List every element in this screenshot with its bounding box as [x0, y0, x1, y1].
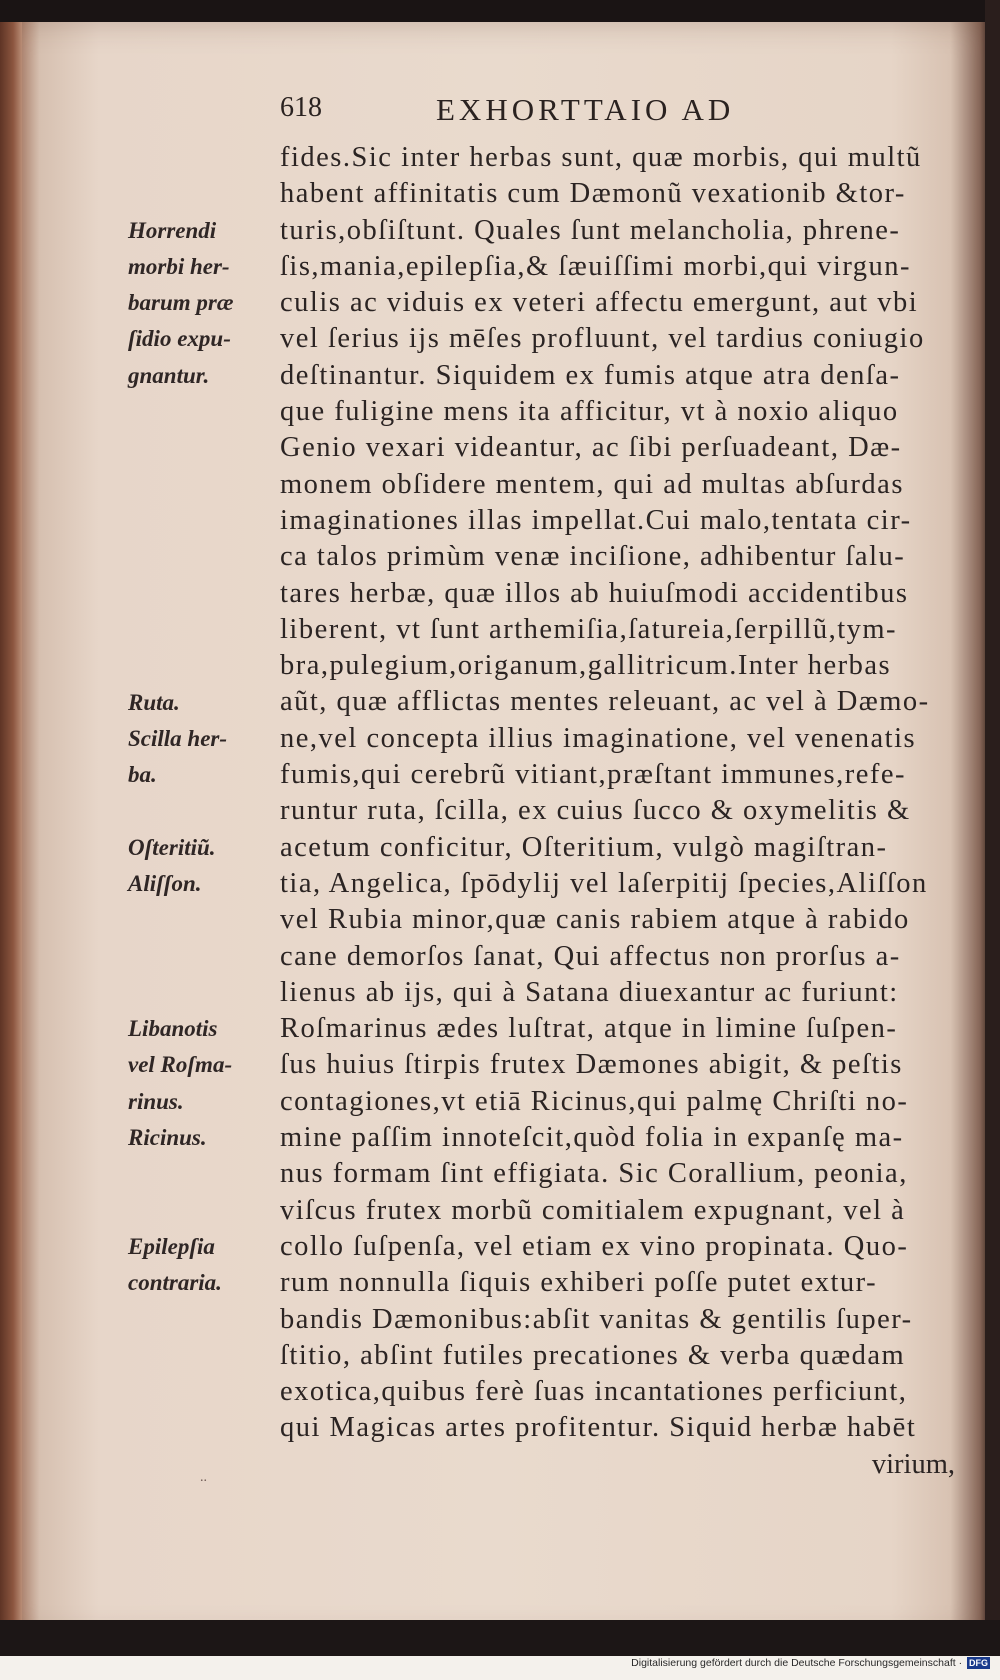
marginal-note-line: Aliſſon. [128, 870, 202, 896]
text-line: ca talos primùm venæ inciſione, adhibentur ſalu- [280, 541, 906, 573]
text-line: deſtinantur. Siquidem ex fumis atque atra denſa- [280, 359, 901, 391]
top-scan-border [0, 0, 1000, 24]
text-line: habent affinitatis cum Dæmonũ vexationib &tor- [280, 178, 906, 210]
text-line: que fuligine mens ita afficitur, vt à noxio aliquo [280, 396, 899, 428]
dfg-logo: DFG [969, 1658, 988, 1669]
marginal-note-line: Horrendi [128, 217, 217, 243]
marginal-note-line: barum præ [128, 290, 234, 316]
marginal-note [128, 685, 278, 794]
text-line: contagiones,vt etiā Ricinus,qui palmę Chriſti no- [280, 1085, 909, 1117]
marginal-note-line: gnantur. [128, 362, 210, 388]
text-line: monem obſidere mentem, qui ad multas abſurdas [280, 468, 904, 500]
text-line: exotica,quibus ferè ſuas incantationes perficiunt, [280, 1376, 908, 1408]
page-number: 618 [280, 92, 322, 123]
text-line: runtur ruta, ſcilla, ex cuius ſucco & oxymelitis & [280, 795, 911, 827]
text-line: acetum conficitur, Oſteritium, vulgò magiſtran- [280, 831, 888, 863]
marginal-note-line: Epilepſia [128, 1234, 215, 1259]
text-line: ne,vel concepta illius imaginatione, vel venenatis [280, 722, 917, 754]
marginal-note-line: vel Roſma- [128, 1052, 233, 1078]
marginal-note-line: ba. [128, 762, 157, 788]
digitization-credit [0, 1657, 990, 1669]
marginal-note-line: contraria. [128, 1270, 222, 1296]
text-line: tia, Angelica, ſpōdylij vel laſerpitij ſpecies,Aliſſon [280, 867, 928, 899]
marginal-note-line: morbi her- [128, 253, 230, 279]
text-line: vel ſerius ijs mēſes profluunt, vel tardius coniugio [280, 323, 925, 355]
marginal-note-line: Scilla her- [128, 725, 228, 751]
text-line: Genio vexari videantur, ac ſibi perſuadeant, Dæ- [280, 432, 902, 464]
marginal-note [128, 1229, 278, 1302]
text-line: collo ſuſpenſa, vel etiam ex vino propinata. Quo- [280, 1230, 909, 1262]
corner-mark: .. [200, 1470, 207, 1485]
text-line: qui Magicas artes profitentur. Siquid herbæ habēt [280, 1412, 917, 1444]
marginal-note-line: Libanotis [128, 1016, 218, 1042]
text-line: tares herbæ, quæ illos ab huiuſmodi accidentibus [280, 577, 909, 609]
marginal-note-line: ſidio expu- [128, 326, 231, 352]
credit-text: Digitalisierung gefördert durch die Deutsche Forschungsgemeinschaft · [631, 1657, 963, 1669]
main-text-block [280, 140, 955, 1483]
right-scan-border [985, 0, 1000, 1656]
text-line: liberent, vt ſunt arthemiſia,ſatureia,ſerpillũ,tym- [280, 613, 898, 645]
marginal-note-line: Ricinus. [128, 1125, 207, 1151]
marginal-note [128, 1011, 278, 1156]
text-line: ſus huius ſtirpis frutex Dæmones abigit, & peſtis [280, 1049, 903, 1081]
marginal-note [128, 213, 278, 394]
text-line: ſtitio, abſint futiles precationes & verba quædam [280, 1339, 906, 1371]
text-line: fumis,qui cerebrũ vitiant,præſtant immunes,refe- [280, 759, 907, 791]
text-line: viſcus frutex morbũ comitialem expugnant, vel à [280, 1194, 906, 1226]
catchword: virium, [871, 1448, 955, 1480]
marginal-note-line: rinus. [128, 1088, 184, 1114]
text-line: Roſmarinus ædes luſtrat, atque in limine ſuſpen- [280, 1013, 898, 1045]
bottom-scan-border [0, 1620, 1000, 1656]
text-line: aũt, quæ afflictas mentes releuant, ac vel à Dæmo- [280, 686, 930, 718]
text-line: bra,pulegium,origanum,gallitricum.Inter herbas [280, 650, 892, 682]
text-line: imaginationes illas impellat.Cui malo,tentata cir- [280, 504, 912, 536]
text-line: lienus ab ijs, qui à Satana diuexantur ac furiunt: [280, 976, 899, 1008]
text-line: cane demorſos ſanat, Qui affectus non prorſus a- [280, 940, 901, 972]
text-line: ſis,mania,epilepſia,& ſæuiſſimi morbi,qui virgun- [280, 250, 912, 282]
marginal-note [128, 830, 278, 903]
text-line: fides.Sic inter herbas sunt, quæ morbis, qui multũ [280, 142, 922, 173]
marginal-note-line: Ruta. [128, 689, 180, 715]
text-line: vel Rubia minor,quæ canis rabiem atque à rabido [280, 904, 910, 936]
marginal-note-line: Oſteritiũ. [128, 834, 216, 860]
text-line: nus formam ſint effigiata. Sic Corallium, peonia, [280, 1158, 908, 1190]
text-line: culis ac viduis ex veteri affectu emergunt, aut vbi [280, 287, 919, 319]
text-line: rum nonnulla ſiquis exhiberi poſſe putet extur- [280, 1267, 878, 1299]
text-line: turis,obſiſtunt. Quales ſunt melancholia, phrene- [280, 214, 901, 246]
text-line: bandis Dæmonibus:abſit vanitas & gentilis ſuper- [280, 1303, 913, 1335]
text-line: mine paſſim innoteſcit,quòd folia in expanſę ma- [280, 1122, 904, 1154]
book-binding-edge [0, 22, 22, 1622]
running-title: EXHORTTAIO AD [436, 92, 735, 127]
